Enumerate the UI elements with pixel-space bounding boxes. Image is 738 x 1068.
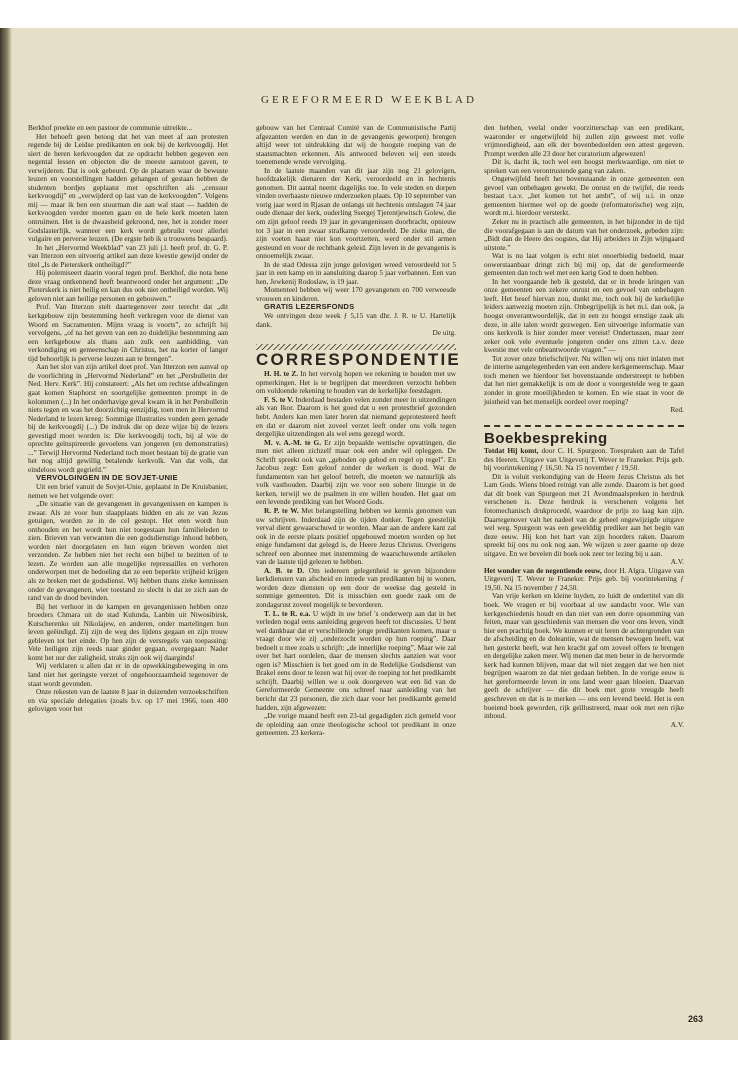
paragraph: Wat is nu laat volgen is echt niet onoerbiedig bedoeld, maar oowerstaanbaar dringt zich bij mij op, dat de gereformeerde gemeenten dan toch wel met een karig God te doen hebben.: [484, 251, 684, 278]
correspondence-item: [256, 567, 456, 610]
paragraph: Hij polemiseert daarin vooral tegen prof. Berkhof, die nota bene deze vraag ontkennend heeft beantwoord onder het argument: „De Pieterskerk is niet heilig en kan dus ook niet ontheiligd worden. Wij geloven niet aan heilige personen en gebouwen.”: [28, 268, 228, 303]
paragraph: gebouw van het Centraal Comité van de Communistische Partij afgezanten werden en dan in de gevangenis geworpen) brengen altijd weer tot uitdrukking dat wij de hoogste roeping van de staatsmachten erkennen. Als antwoord beleven wij een steeds toenemende wrede vervolging.: [256, 123, 456, 167]
signature: De uitg.: [432, 328, 456, 338]
correspondence-item: [256, 370, 456, 396]
paragraph: In het voorgaande heb ik gesteld, dat er in brede kringen van onze gemeenten een zekere onrust en een gevoel van onbehagen leeft. Het besef hiervan zou, dunkt me, toch ook bij de kerkelijke leiders aanwezig moeten zijn. Onbegrijpelijk is het m.i. dan ook, ja hoogst onverantwoordelijk, dat in een zo hoogst ernstige zaak als deze, in alle talen wordt gezwegen. Een uitvoerige informatie van ons kerkvolk is hier zonder meer vereist! Ondertussen, maar zeer zeker ook vele eventuele jongeren onder ons zitten t.a.v. deze kwestie met vele onbeantwoorde vragen.” —: [484, 276, 684, 355]
correspondent-initials: F. S. te V.: [264, 394, 294, 404]
page-number: 263: [688, 1014, 704, 1024]
paragraph: Aan het slot van zijn artikel doet prof. Van Itterzon een aanval op de voorlichting in „Hervormd Nederland” en het „Persbulletin der Ned. Herv. Kerk”. Hij constateert: „Als het om rechtse afdwalingen gaat komen Staphorst en soortgelijke gemeenten prompt in de kolommen (...) In het onderhavige geval kwam ik in het Persbulletin niets tegen en was het doorzichtig eenzijdig, toen men in Hervormd Nederland te lezen kreeg: Sommige illustraties vonden geen genade bij de kerkvoogdij (...) De indruk die op deze wijze bij de lezers gevestigd moet worden is: Die kerkvoogdij toch, bij al wie de oprechte geïnspireerde gevoelens van jongeren (en demonstraties) ...” Terwijl Hervormd Nederland toch moet bestaan bij de gratie van het nog altijd gewillig betalende kerkvolk. Van dat volk, dat eindeloos wordt gegriefd.”: [28, 362, 228, 474]
correspondence-text: Er zijn bepaalde wettische opvattingen, die men niet alleen zichzelf maar ook een ander wil opleggen. De Schrift spreekt ook van „geboden op gebod en regel op regel”. En Jacobus zegt: Een geloof zonder de werken is dood. Wat de fundamenten van het geloof betreft, die moeten we natuurlijk als volk vasthouden. Daarbij zijn we voor een sobere liturgie in de kerken, terwijl we de psalmen in ere willen houden. Het gaat om een levende prediking van het Woord Gods.: [256, 437, 456, 507]
paragraph: In het „Hervormd Weekblad” van 23 juli j.l. heeft prof. dr. G. P. van Itterzon een uitvoerig artikel aan deze kwestie gewijd onder de titel „Is de Pieterskerk ontheiligd?”: [28, 242, 228, 269]
signature: A.V.: [670, 719, 684, 729]
correspondence-item: [256, 610, 456, 713]
top-margin: [0, 0, 738, 28]
paragraph: Ongetwijfeld heeft het bovenstaande in onze gemeenten een gevoel van onbehagen gewekt. De onrust en de twijfel, die reeds bestaat t.a.v. „het komen tot het ambt”, of wij u.i. in onze gemeenten hiermee wel op de goede (reformatorische) weg zijn, wordt m.i. hierdoor versterkt.: [484, 174, 684, 218]
column-2: [256, 123, 461, 738]
correspondence-text: In het vervolg hopen we rekening te houden met uw opmerkingen. Het is te begrijpen dat meerderen verzocht hebben om voldoende rekening te houden van de kerkelijke feestdagen.: [256, 369, 457, 396]
bottom-margin: [0, 1040, 738, 1068]
book-entry-header: [484, 447, 684, 473]
correspondence-text: Inderdaad bestaden velen zonder meer in uitzendingen als van Ikor. Daarom is het goed dat u een protestbrief gezonden hebt. Anders kan men later horen dat niemand geprotesteerd heeft en dat er daarom niet zoveel verzet leeft onder ons volk tegen dergelijke uitzendingen als wel eens gezegd wordt.: [256, 394, 457, 439]
subheading: GRATIS LEZERSFONDS: [264, 302, 355, 312]
correspondence-text: Met belangstelling hebben we kennis genomen van uw schrijven. Inderdaad zijn de tijden donker. Tegen geestelijk verval dient gewaarschuwd te worden. Maar aan de andere kant zal ook in de eerste plaats positief opgebouwd moeten worden op het enige fundament dat gelegd is, de Heere Jezus Christus. Overigens schreef een abonnee met instemming de waarschuwende artikelen van de laatste tijd gelezen te hebben.: [256, 505, 456, 567]
correspondence-text: Om iedereen gelegenheid te geven bijzondere kerkdiensten van afscheid en intrede van predikanten bij te wonen, worden deze diensten op een door de weekse dag gesteld in sommige gemeenten. Dit is misschien een goede zaak om de zondagsrust zoveel mogelijk te bevorderen.: [256, 565, 456, 609]
correspondent-initials: M. v. A.-M. te G.: [264, 437, 322, 447]
correspondent-initials: A. B. te D.: [264, 565, 305, 575]
signature: A.V.: [670, 557, 684, 567]
book-review-text: Dit is voluit verkondiging van de Heere Jezus Christus als het Lam Gods. Wiens bloed reinigt van alle zonde. Daarom is het goed dat dit boek van Spurgeon met 21 Avondmaalspreken in herdruk verschenen is. Deze herdruk is verschenen volgens het fotomechanisch drukprocedé, waardoor de prijs zo laag kan zijn. Daartegenover valt het nadeel van de geheel ongewijzigde uitgave wel weg. Spurgeon was een gewelddig prediker aan het begin van deze eeuw. Hij kon het hart van zijn hoorders raken. Daarom spreekt hij ons nu ook nog aan. We wijzen u zeer gaarne op deze uitgave. En we bevelen dit boek ook zeer ter lezing bij u aan.: [484, 471, 684, 558]
correspondence-item: [256, 439, 456, 507]
correspondence-text: U wijdt in uw brief 's onderwerp aan dat in het verleden nogal eens aanleiding gegeven heeft tot discussies. U bent wel dankbaar dat er verschillende jonge predikanten komen, maar u vraagt door wie zij „onderzocht worden op hun roeping”. Daar bedoelt u mee zoals u schrijft: „de innerlijke roeping”. Maar wie zal over het hart oordelen, daar de mensen slechts aanzien wat voor ogen is? Misschien is het goed om in de Redelijke Godsdienst van Brakel eens door te lezen wat hij over de roeping tot het predikambt schrijft. Daarbij willen we u ook doorgeven wat een lid van de Gereformeerde Gemeente ons schreef naar aanleiding van het bericht dat 23 personen, die zich daar voor het predikambt gemeld hadden, zijn afgewezen:: [256, 608, 457, 712]
correspondent-initials: T. L. te R. e.a.: [264, 608, 311, 618]
paragraph: „De situatie van de gevangenen in gevangenissen en kampen is zwaar. Als ze voor hun slaapplaats bidden en als ze van Jezus getuigen, worden ze in de cel gestopt. Het eten wordt hun onthouden en het wordt hun niet toegestaan hun familieleden te zien. Brieven van verwanten die een godsdienstige inhoud hebben, worden niet doorgelaten en hun eigen brieven worden niet verzonden. Ze hebben niet het recht een bijbel te bezitten of te lezen. Ze worden aan alle mogelijke repressailles en verhoren onderworpen met de bedoeling dat ze een beperkte vrijheid krijgen als ze breken met de godsdienst. Wij hebben thans zieke kennissen onder de gevangenen, wier toestand zo slecht is dat ze zich aan de rand van de dood bevinden.: [28, 499, 228, 603]
correspondent-initials: H. H. te Z.: [264, 369, 299, 379]
paragraph: Uit een brief vanuit de Sovjet-Unie, geplaatst in De Kruisbanier, nemen we het volgende over:: [28, 481, 228, 500]
page-binding-edge: [0, 28, 12, 1040]
section-title-correspondentie: CORRESPONDENTIE: [256, 349, 461, 369]
paragraph: Tot zover onze briefschrijver. Nu willen wij ons niet inlaten met de interne aangelegenheden van een andere kerkgemeenschap. Maar toch menen we hierdoor het bovenstaande onderstreept te hebben dat het niet gemakkelijk is om de door u voorgestelde weg te gaan zonder in grote moeilijkheden te komen. En wie staat in voor de juistheid van het menselijk oordeel over roeping?: [484, 353, 684, 406]
correspondence-item: [256, 396, 456, 439]
book-title: Het wonder van de negentiende eeuw,: [484, 565, 602, 575]
subheading: VERVOLGINGEN IN DE SOVJET-UNIE: [36, 473, 178, 483]
signature: Red.: [670, 405, 684, 415]
magazine-page: [0, 28, 738, 1040]
column-3: [484, 124, 684, 729]
column-1: [28, 124, 228, 714]
correspondence-item: [256, 507, 456, 567]
paragraph: Dit is, dacht ik, toch wel een hoogst merkwaardige, om niet te spreken van een verontrustende gang van zaken.: [484, 157, 684, 175]
paragraph: We ontvingen deze week ƒ 5,15 van dhr. J. R. te U. Hartelijk dank.: [256, 311, 456, 329]
quoted-letter: „De vorige maand heeft een 23-tal gegadigden zich gemeld voor de opleiding aan onze theologische school tot predikant in onze gemeenten. 23 kerkera-: [256, 711, 456, 738]
paragraph: Wij verklaren u allen dat er in de opwekkingsbeweging in ons land niet het geringste verzet of ongehoorzaamheid tegenover de staat wordt gevonden.: [28, 661, 228, 688]
paragraph: In de laatste maanden van dit jaar zijn nog 21 gelovigen, hoofdzakelijk dienaren der Kerk, veroordeeld en in hechtenis genomen. Dit aantal neemt dagelijks toe. In vele steden en dorpen vinden overhaaste nieuwe onderzoeken plaats. Op 10 september van vorig jaar werd in Rjasan de onlangs uit hechtenis ontslagen 74 jaar oude dienaar der kerk, ouderling Ssergej Tjerentjewitsch Golew, die om zijn geloof reeds 19 jaar in gevangenissen doorbracht, opnieuw tot 3 jaar in een zwaar strafkamp veroordeeld. De zieke man, die zijn voeten haast niet kon voortzetten, werd onder stil armen gesteund en voor de rechtbank geleid. Zijn leven in de gevangenis is onnoemelijk zwaar.: [256, 165, 456, 261]
paragraph: Momenteel hebben wij weer 170 gevangenen en 700 verweesde vrouwen en kinderen.: [256, 285, 456, 303]
book-meta: door C. H. Spurgeon. Toespraken aan de Tafel des Heeren. Uitgave van Uitgeverij T. Wever te Franeker. Prijs geb. bij voorintekening ƒ 16,50. Na 15 november ƒ 19,50.: [484, 446, 685, 473]
book-meta: door H. Algra. Uitgave van Uitgeverij T. Wever te Franeker. Prijs geb. bij voorintekening ƒ 19,50. Na 15 november ƒ 24,50.: [484, 565, 684, 592]
paragraph: Zeker nu in practisch alle gemeenten, in het bijzonder in de tijd die voorafgegaan is aan de datum van het onderzoek, gebeden zijn: „Bidt dan de Heere des oogstes, dat Hij arbeiders in Zijn wijngaard uitstote.”: [484, 217, 684, 252]
book-entry-header: [484, 567, 684, 593]
paragraph: In de stad Odessa zijn jonge gelovigen wreed veroordeeld tot 5 jaar in een kamp en in aansluiting daarop 5 jaar verbannen. Een van hen, Jewkenij Rodoslaw, is 19 jaar.: [256, 259, 456, 286]
section-title-boekbespreking: Boekbespreking: [484, 429, 608, 447]
paragraph: Het behoeft geen betoog dat het van meet af aan protesten regende bij de Leidse predikanten en ook bij de kerkvoogdij. Het siert de heren kerkvoogden dat ze opdracht hebben gegeven een negental lessen en objecten die de meeste aanstoot gaven, te verwijderen. Dat is ook gebeurd. Op de plaatsen waar de bewuste leuzen en voorstellingen hadden gehangen of gestaan hebben de studenten bordjes geplaatst met opschriften als „censuur kerkvoogdij” en „verwijderd op last van de kerkvoogden”. Volgens mij — maar ik ben een stuurman die aan wal staat — hadden de kerkvoogden verder moeten gaan en de hele kerk moeten laten ontruimen. Het is de dwaasheid gekroond, nee, het is zonder meer Godslasterlijk, wanneer een kerk wordt gebruikt voor allerlei vulgaire en perverse leuzen. (De ergste heb ik u trouwens bespaard).: [28, 131, 228, 244]
book-title: Totdat Hij komt,: [484, 446, 539, 456]
paragraph: Berkhof preekte en een pastoor de communie uitreikte...: [28, 123, 193, 132]
running-head: GEREFORMEERD WEEKBLAD: [261, 94, 477, 106]
paragraph: Bij het verhoor in de kampen en gevangenissen hebben onze broeders Chmara uit de stad Kulunda, Lanbin uit Niwosibirsk, Kutscherenko uit Nikolajew, en anderen, onder martelingen hun leven geëindigd. Zij zijn de weg des lijdens gegaan en zijn trouw gebleven tot het einde. Op hen zijn de versregels van toepassing: Vele heiligen zijn reeds naar ginder gegaan, overgegaan: Nader komt het uur der zaligheid, straks zijn ook wij daarginds!: [28, 601, 228, 662]
decorative-rule: [256, 344, 456, 350]
dashed-divider: [484, 425, 684, 427]
paragraph: den hebben, veelal onder voorzitterschap van een predikant, waaronder er ongetwijfeld bij zullen zijn geweest met volle vrijmoedigheid, aan elk der bovenbedoelden een attest gegeven. Prompt werden alle 23 door het curatorium afgewezen!: [484, 123, 684, 158]
paragraph: Onze rekesten van de laatste 8 jaar in duizenden verzoekschriften en via speciale delegaties (zoals b.v. op 17 mei 1966, toen 400 gelovigen voor het: [28, 687, 228, 714]
correspondent-initials: R. P. te W.: [264, 505, 299, 515]
paragraph: Prof. Van Itterzon stelt daartegenover zeer terecht dat „dit kerkgebouw zijn bestemming heeft verkregen voor de dienst van Woord en Sacramenten. Mijns vraag is voorts”, zo schrijft hij vervolgens, „of na het geven van een zo duidelijke bestemming aan een kerkgebouw als thans aan zulk een aanbidding, van verkondiging en gemeenschap in Christus, het na korter of langer tijd behoorlijk is perverse leuzen aan te brengen”.: [28, 302, 228, 363]
book-review-text: Van vrije kerken en kleine luyden, zo luidt de ondertitel van dit boek. We vragen er bij voorbaat al uw aandacht voor. Wie van kerkgeschiedenis houdt en dan niet van een dorre opsomming van feiten, maar van geschiedenis van mensen die voor ons leven, vindt hier een prachtig boek. We kunnen er uit leren de achtergronden van de afscheiding en de doleantie, wat de mensen bewogen heeft, wat hen gesterkt heeft, wat hen kracht gaf om zoveel offers te brengen en dergelijke zaken meer. Wij menen dat men beter in de hervormde kerk had kunnen blijven, maar dat wil niet zeggen dat we hen niet begrijpen waarom ze dat niet gedaan hebben. In de vorige eeuw is het gereformeerde leven in ons land weer gaan bloeien. Daarvan geeft de schrijver — die dit boek met grote vreugde heeft geschreven en dat is te merken — ons een levend beeld. Het is een boeiend boek geworden, rijk geïllustreerd, maar ook met een rijke inhoud.: [484, 591, 684, 721]
